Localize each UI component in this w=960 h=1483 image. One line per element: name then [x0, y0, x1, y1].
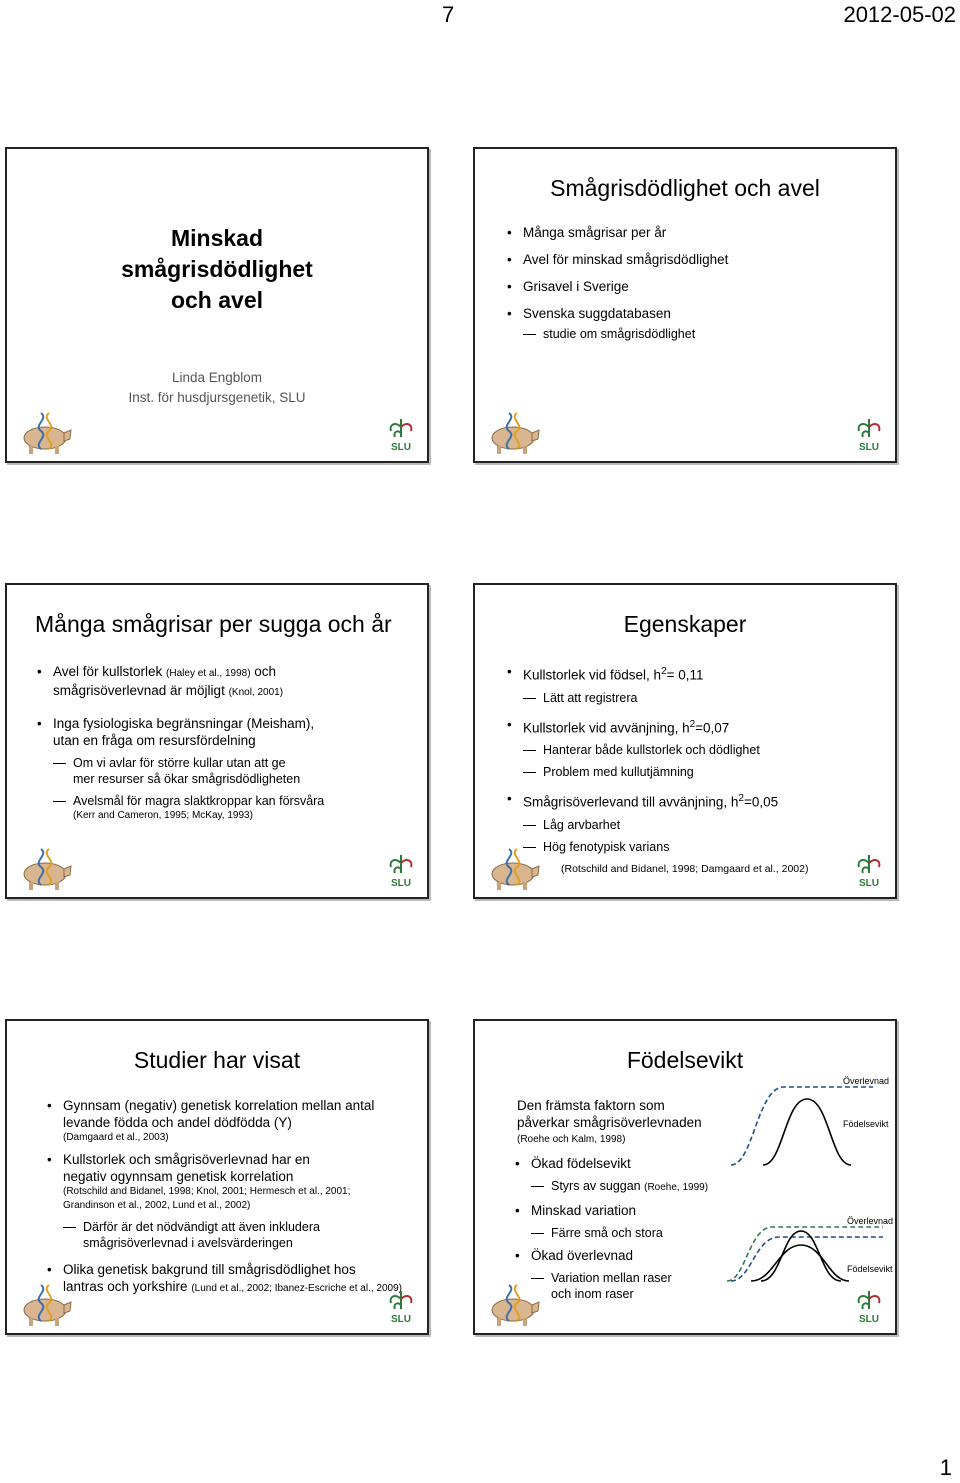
sub-bullet-item: Om vi avlar för större kullar utan att ge mer resurser så ökar smågrisdödligheten	[33, 755, 423, 787]
reference-text: (Rotschild and Bidanel, 1998; Damgaard et al., 2002)	[561, 863, 809, 875]
slide-heading: Smågrisdödlighet och avel	[550, 175, 820, 201]
sheet-number: 1	[939, 1455, 952, 1480]
slide-traits	[473, 583, 897, 899]
chart-label: Födelsevikt	[843, 1119, 889, 1129]
author-block	[7, 368, 427, 408]
bullet-list	[511, 1155, 731, 1302]
slu-logo-icon	[851, 851, 887, 889]
sub-bullet-item: Hanterar både kullstorlek och dödlighet	[503, 742, 883, 758]
reference-text: (Damgaard et al., 2003)	[63, 1132, 169, 1143]
svg-text:SLU: SLU	[859, 878, 879, 889]
slide-overview	[473, 147, 897, 463]
slu-logo-icon	[383, 851, 419, 889]
bullet-list	[503, 663, 883, 855]
bullet-item: • Inga fysiologiska begränsningar (Meisham), utan en fråga om resursfördelning	[33, 715, 423, 749]
sub-bullet-item: Variation mellan raser och inom raser	[511, 1270, 731, 1302]
sub-bullet-item: Avelsmål för magra slaktkroppar kan försvåra	[33, 793, 423, 809]
bullet-item: • Minskad variation	[511, 1202, 731, 1219]
intro-text: Den främsta faktorn som påverkar smågrisöverlevnaden (Roehe och Kalm, 1998)	[517, 1097, 727, 1148]
pig-dna-logo-icon	[15, 1283, 73, 1327]
bullet-item: • Olika genetisk bakgrund till smågrisdödlighet hos lantras och yorkshire (Lund et al., 2002; Ibanez-Escriche et al., 2009)	[43, 1261, 423, 1297]
bullet-item: • Avel för kullstorlek (Haley et al., 1998) och smågrisöverlevnad är möjligt (Knol, 2001)	[33, 663, 423, 701]
slide-studies	[5, 1019, 429, 1335]
svg-text:SLU: SLU	[391, 878, 411, 889]
pig-dna-logo-icon	[15, 847, 73, 891]
bullet-item: • Avel för minskad smågrisdödlighet	[503, 251, 728, 268]
bullet-item: • Kullstorlek vid födsel, $h^2= 0,11$	[503, 663, 883, 684]
pig-dna-logo-icon	[483, 1283, 541, 1327]
slide-title	[5, 147, 429, 463]
bullet-item: • Grisavel i Sverige	[503, 278, 728, 295]
sub-bullet-item: Styrs av suggan (Roehe, 1999)	[511, 1178, 731, 1196]
bullet-list	[33, 663, 423, 823]
birth-weight-curve	[763, 1099, 851, 1165]
svg-text:SLU: SLU	[859, 442, 879, 453]
page-number: 7	[442, 2, 455, 27]
slu-logo-icon	[383, 415, 419, 453]
slide-main-title: Minskad smågrisdödlighet och avel	[121, 225, 313, 313]
bullet-list	[43, 1097, 423, 1297]
chart-label: Födelsevikt	[847, 1264, 893, 1274]
slide-heading: Studier har visat	[133, 1047, 301, 1073]
reference-text: (Roehe och Kalm, 1998)	[517, 1134, 626, 1145]
svg-text:SLU: SLU	[859, 1314, 879, 1325]
birth-weight-curve-narrow	[761, 1231, 841, 1281]
chart-label: Överlevnad	[843, 1076, 890, 1086]
bullet-item: • Ökad överlevnad	[511, 1247, 731, 1264]
author-institution: Inst. för husdjursgenetik, SLU	[128, 390, 306, 405]
bullet-list	[503, 224, 728, 342]
sub-bullet-item: Hög fenotypisk varians	[503, 839, 883, 855]
page-date: 2012-05-02	[843, 2, 956, 27]
pig-dna-logo-icon	[15, 411, 73, 455]
slide-heading: Många smågrisar per sugga och år	[35, 611, 392, 637]
svg-text:SLU: SLU	[391, 1314, 411, 1325]
bullet-item: • Kullstorlek vid avvänjning, $h^2=0,07$	[503, 716, 883, 737]
bullet-item: • Svenska suggdatabasen	[503, 305, 728, 322]
slu-logo-icon	[851, 1287, 887, 1325]
author-name: Linda Engblom	[171, 370, 263, 385]
reference-text: (Kerr and Cameron, 1995; McKay, 1993)	[73, 810, 253, 821]
bullet-item: • Många smågrisar per år	[503, 224, 728, 241]
sub-bullet-item: Lätt att registrera	[503, 690, 883, 706]
slu-logo-icon	[851, 415, 887, 453]
slu-logo-icon	[383, 1287, 419, 1325]
sub-bullet-item: studie om smågrisdödlighet	[503, 326, 728, 342]
bullet-item: • Gynnsam (negativ) genetisk korrelation mellan antal levande födda och andel dödfödda (Y)	[43, 1097, 423, 1131]
bullet-item: • Ökad födelsevikt	[511, 1155, 731, 1172]
birth-weight-survival-diagram	[723, 1069, 895, 1289]
sub-bullet-item: Problem med kullutjämning	[503, 764, 883, 780]
slide-birth-weight	[473, 1019, 897, 1335]
reference-text: (Rotschild and Bidanel, 1998; Knol, 2001; Hermesch et al., 2001; Grandinson et al., 2002, Lund et al., 2002)	[63, 1186, 351, 1211]
bullet-item: • Kullstorlek och smågrisöverlevnad har en negativ ogynnsam genetisk korrelation	[43, 1151, 423, 1185]
slide-heading: Egenskaper	[623, 611, 747, 637]
bullet-item: • Smågrisöverlevand till avvänjning, $h^2=0,05$	[503, 790, 883, 811]
slide-litter-size	[5, 583, 429, 899]
survival-curve-dashed-blue	[731, 1237, 883, 1281]
pig-dna-logo-icon	[483, 411, 541, 455]
slide-heading: Födelsevikt	[626, 1047, 744, 1073]
sub-bullet-item: Färre små och stora	[511, 1225, 731, 1241]
birth-weight-curve-wide	[751, 1245, 849, 1281]
sub-bullet-item: Låg arvbarhet	[503, 817, 883, 833]
svg-text:SLU: SLU	[391, 442, 411, 453]
sub-bullet-item: Därför är det nödvändigt att även inkludera smågrisöverlevnad i avelsvärderingen	[43, 1219, 423, 1251]
pig-dna-logo-icon	[483, 847, 541, 891]
chart-label: Överlevnad	[847, 1216, 894, 1226]
